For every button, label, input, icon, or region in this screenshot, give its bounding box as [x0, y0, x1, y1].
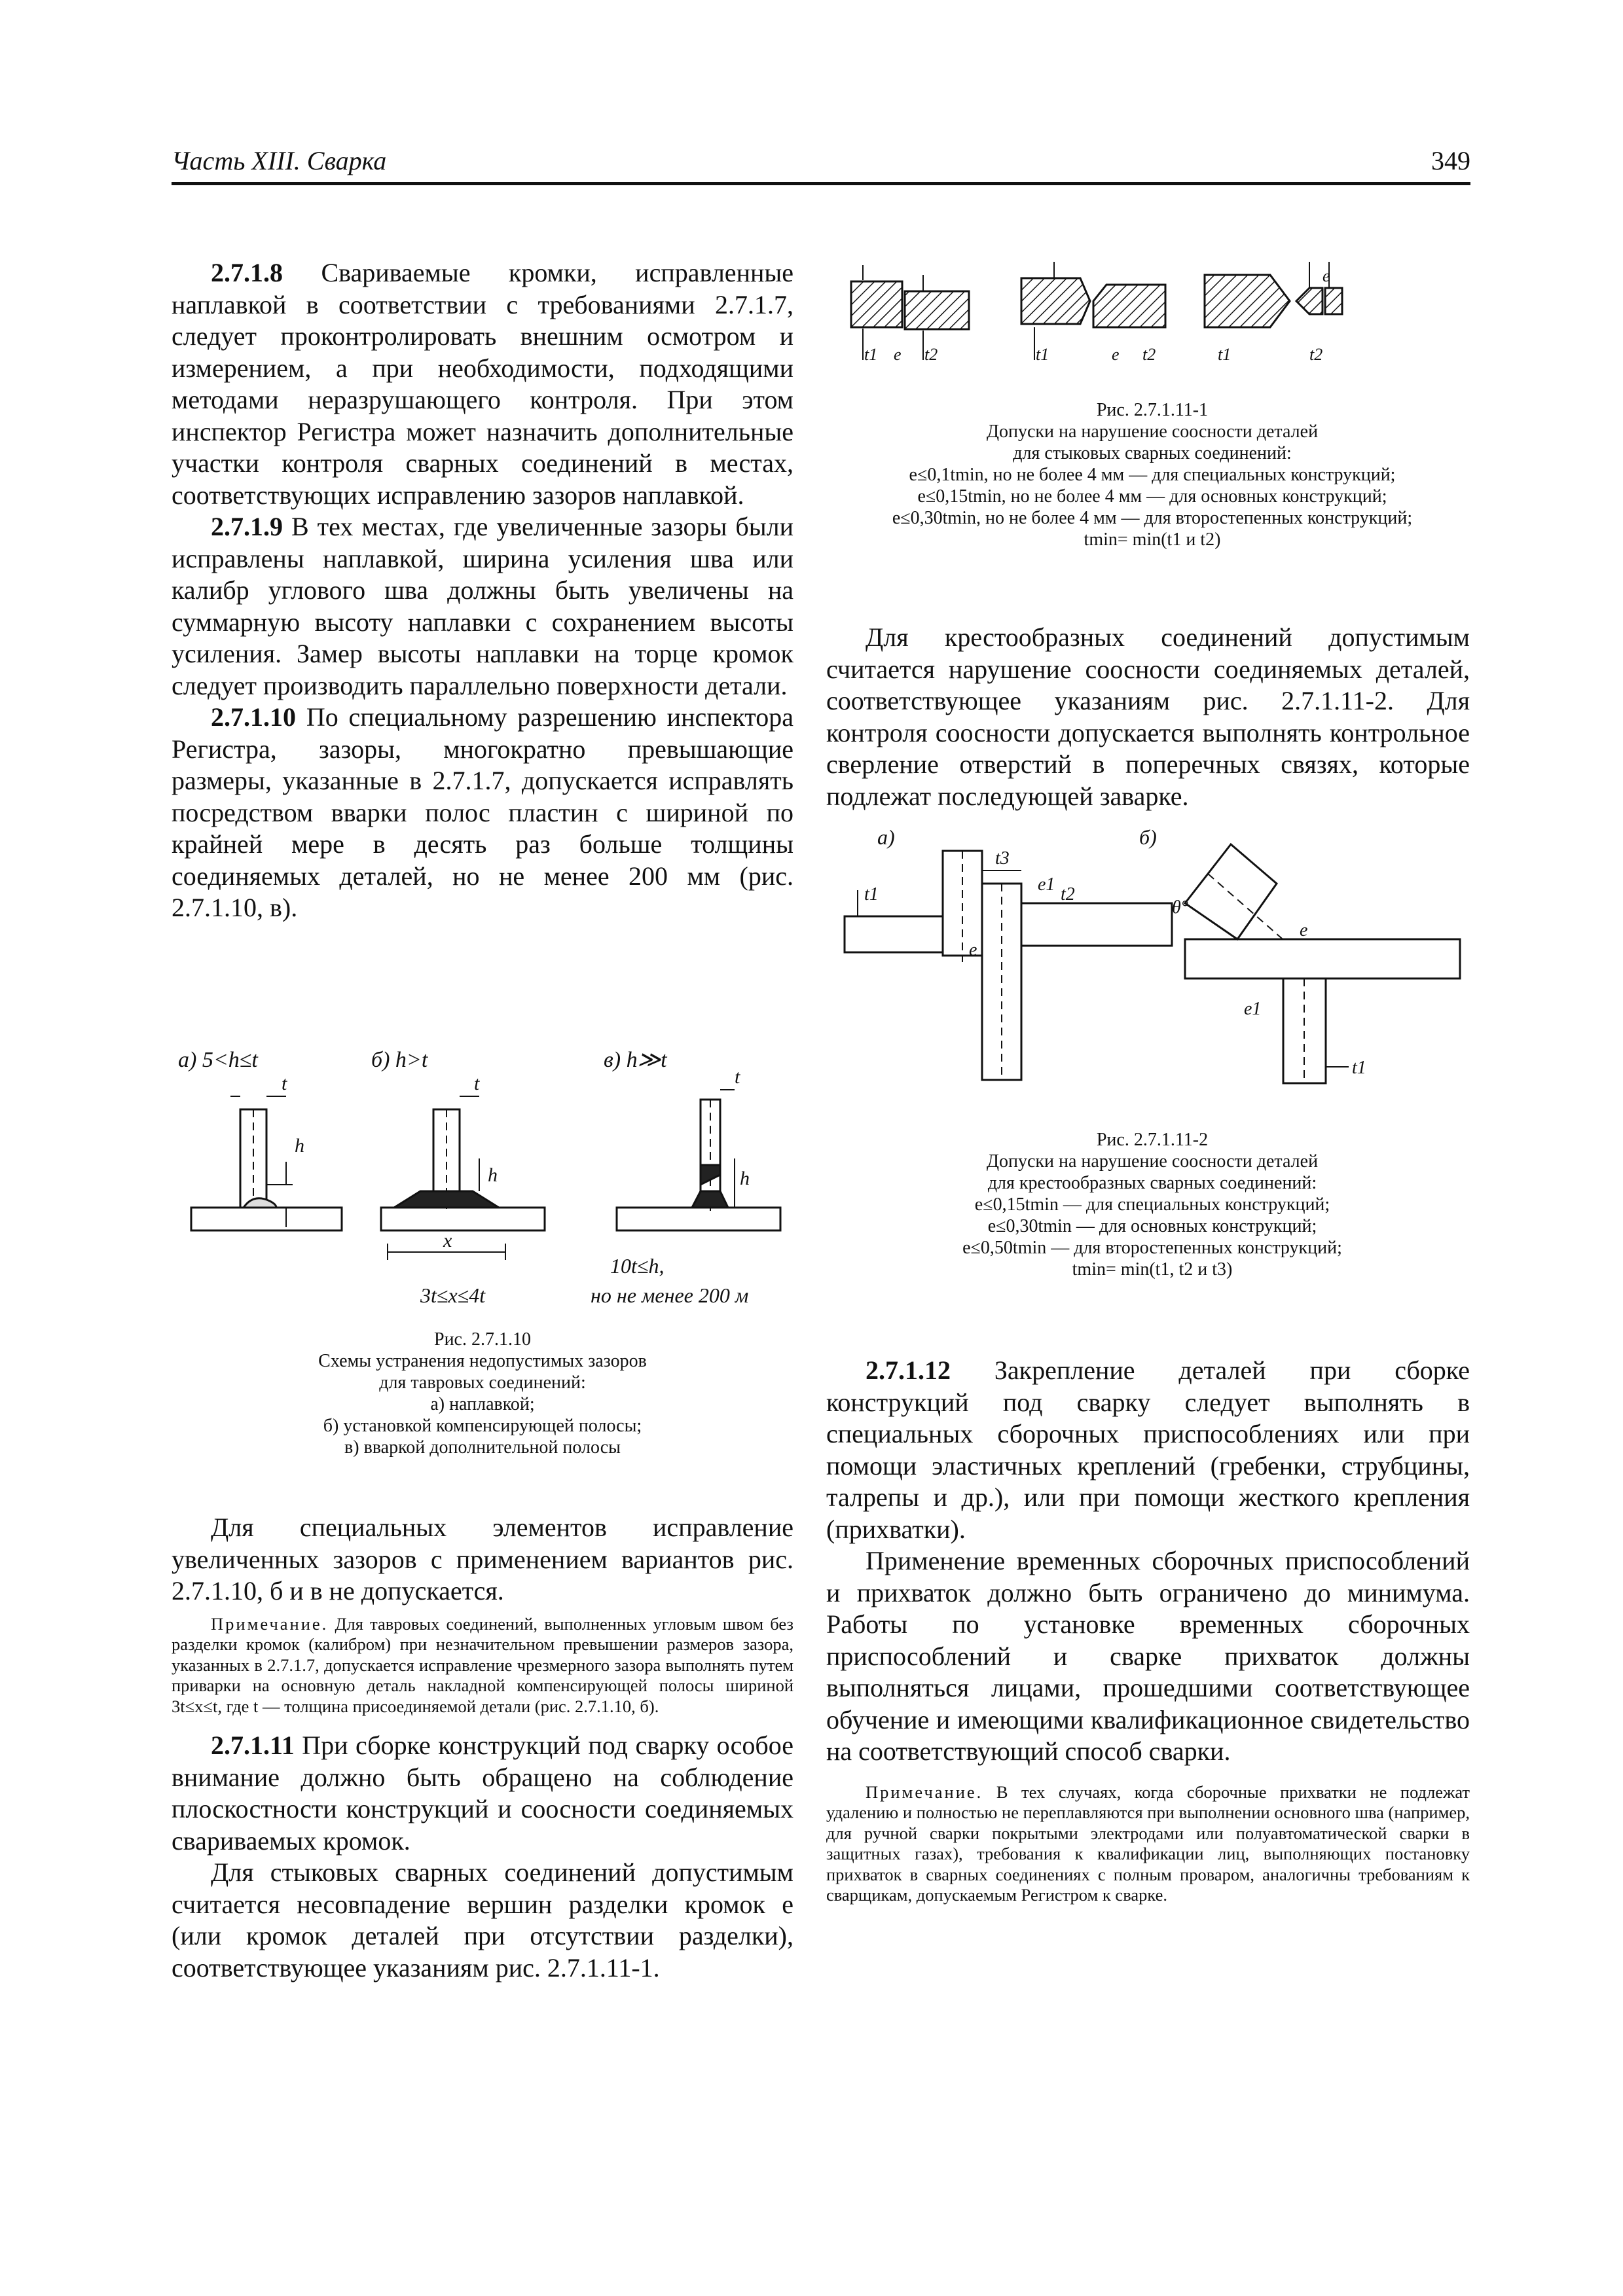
symbol-t2: t2 [924, 345, 938, 364]
symbol-e: e [1322, 266, 1330, 285]
label-v: в) h≫t [604, 1048, 667, 1072]
symbol-t1: t1 [864, 345, 878, 364]
right-column-bottom [826, 1355, 1470, 1906]
note-1: Примечание. Для тавровых соединений, выполненных угловым швом без разделки кромок (калибром) при незначительном превышении размеров зазора, указанных в 2.7.1.7, допускается исправление чрезмерного зазора выполнять путем приварки на основную деталь накладной компенсирующей полосы шириной 3t≤x≤t, где t — толщина присоединяемой детали (рис. 2.7.1.10, б). [172, 1613, 793, 1716]
symbol-t1: t1 [1036, 345, 1049, 364]
symbol-e1: e1 [1244, 999, 1262, 1019]
figure-2-7-1-11-1 [838, 262, 1467, 386]
left-column-bottom [172, 1512, 793, 1984]
paragraph-special-elements: Для специальных элементов исправление увеличенных зазоров с применением вариантов рис. 2.7.1.10, б и в не допускается. [172, 1513, 793, 1605]
symbol-e1: e1 [1038, 874, 1055, 895]
label-a: а) 5<h≤t [178, 1048, 258, 1072]
page-number: 349 [1431, 146, 1470, 175]
symbol-t: t [735, 1066, 740, 1088]
caption-2-7-1-10: Рис. 2.7.1.10 Схемы устранения недопустимых зазоров для тавровых соединений: а) наплавкой; б) установкой компенсирующей полосы; в) вваркой дополнительной полосы [318, 1329, 647, 1458]
caption-2-7-1-11-2: Рис. 2.7.1.11-2 Допуски на нарушение соосности деталей для крестообразных сварных соединений: e≤0,15tmin — для специальных конструкций; e≤0,30tmin — для основных конструкций; e≤0,50tmin — для второстепенных конструкций; tmin= min(t1, t2 и t3) [962, 1130, 1342, 1280]
symbol-t3: t3 [995, 848, 1010, 869]
paragraph-temporary-fixtures: Применение временных сборочных приспособлений и прихваток должно быть ограничено до минимума. Работы по установке временных сборочных приспособлений и сварке прихваток должны выполняться лицами, прошедшими соответствующее обучение и имеющими квалификационное свидетельство на соответствующий способ сварки. [826, 1546, 1470, 1766]
symbol-theta: θ° [1172, 897, 1188, 918]
paragraph-butt-joints: Для стыковых сварных соединений допустимым считается несовпадение вершин разделки кромок e (или кромок деталей при отсутствии разделки), соответствующее указаниям рис. 2.7.1.11-1. [172, 1857, 793, 1982]
label-b: б) h>t [371, 1048, 428, 1072]
symbol-t2: t2 [1061, 884, 1075, 905]
page-header [172, 143, 1470, 185]
right-column-middle [826, 622, 1470, 812]
label-b: б) [1139, 825, 1157, 849]
symbol-t1: t1 [864, 884, 879, 905]
running-title: Часть XIII. Сварка [172, 146, 387, 175]
symbol-h: h [488, 1164, 498, 1186]
symbol-h: h [740, 1168, 750, 1189]
condition-b: 3t≤x≤4t [420, 1283, 486, 1307]
symbol-e: e [1300, 920, 1308, 941]
symbol-t1: t1 [1352, 1058, 1366, 1078]
condition-v-2: но не менее 200 м [591, 1283, 749, 1307]
symbol-x: x [443, 1230, 452, 1251]
symbol-t2: t2 [1142, 345, 1156, 364]
label-a: а) [877, 825, 895, 849]
paragraph-number: 2.7.1.11 [211, 1731, 295, 1760]
paragraph-number: 2.7.1.10 [211, 702, 296, 732]
symbol-h: h [295, 1135, 304, 1157]
symbol-e: e [969, 940, 977, 960]
symbol-t1: t1 [1218, 345, 1231, 364]
paragraph-2-7-1-8: 2.7.1.8 Свариваемые кромки, исправленные наплавкой в соответствии с требованиями 2.7.1.7, следует проконтролировать внешним осмотром и измерением, а при необходимости, подходящими методами неразрушающего контроля. При этом инспектор Регистра может назначить дополнительные участки контроля сварных соединений в местах, соответствующих исправлению зазоров наплавкой. [172, 258, 794, 510]
paragraph-2-7-1-11: 2.7.1.11 При сборке конструкций под сварку особое внимание должно быть обращено на соблюдение плоскостности конструкций и соосности соединяемых свариваемых кромок. [172, 1731, 794, 1856]
symbol-t: t [474, 1073, 480, 1094]
paragraph-number: 2.7.1.9 [211, 512, 283, 541]
figure-2-7-1-10 [172, 1034, 800, 1322]
symbol-t: t [282, 1073, 287, 1094]
figure-2-7-1-11-2 [831, 825, 1473, 1086]
paragraph-2-7-1-12: 2.7.1.12 Закрепление деталей при сборке конструкций под сварку следует выполнять в специальных сборочных приспособлениях или при помощи эластичных креплений (гребенки, струбцины, талрепы и др.), или при помощи жесткого крепления (прихватки). [826, 1355, 1470, 1544]
note-2: Примечание. В тех случаях, когда сборочные прихватки не подлежат удалению и полностью не переплавляются при выполнении основного шва (например, для ручной сварки покрытыми электродами или полуавтоматической сварки в защитных газах), требования к квалификации лиц, выполняющих постановку прихваток в сварных соединениях с полным проваром, аналогичны требованиям к сварщикам, допускаемым Регистром к сварке. [826, 1782, 1470, 1905]
paragraph-cruciform-joints: Для крестообразных соединений допустимым считается нарушение соосности соединяемых деталей, соответствующее указаниям рис. 2.7.1.11-2. Для контроля соосности допускается выполнять контрольное сверление отверстий в поперечных связях, которые подлежат последующей заварке. [826, 622, 1470, 811]
caption-2-7-1-11-1: Рис. 2.7.1.11-1 Допуски на нарушение соосности деталей для стыковых сварных соединений: e≤0,1tmin, но не более 4 мм — для специальных конструкций; e≤0,15tmin, но не более 4 мм — для основных конструкций; e≤0,30tmin, но не более 4 мм — для второстепенных конструкций; tmin= min(t1 и t2) [892, 400, 1413, 550]
symbol-e: e [894, 345, 902, 364]
paragraph-2-7-1-10: 2.7.1.10 По специальному разрешению инспектора Регистра, зазоры, многократно превышающие размеры, указанные в 2.7.1.7, допускается исправлять посредством вварки полос пластин с шириной по крайней мере в десять раз больше толщины соединяемых деталей, но не менее 200 мм (рис. 2.7.1.10, в). [172, 702, 794, 922]
condition-v-1: 10t≤h, [610, 1254, 665, 1278]
symbol-t2: t2 [1309, 345, 1323, 364]
paragraph-number: 2.7.1.12 [866, 1355, 951, 1385]
paragraph-number: 2.7.1.8 [211, 258, 283, 287]
paragraph-2-7-1-9: 2.7.1.9 В тех местах, где увеличенные зазоры были исправлены наплавкой, ширина усиления шва или калибр углового шва должны быть увеличены на суммарную высоту наплавки с сохранением высоты усиления. Замер высоты наплавки на торце кромок следует производить параллельно поверхности детали. [172, 512, 793, 700]
symbol-e: e [1112, 345, 1120, 364]
left-column-top [172, 257, 793, 924]
